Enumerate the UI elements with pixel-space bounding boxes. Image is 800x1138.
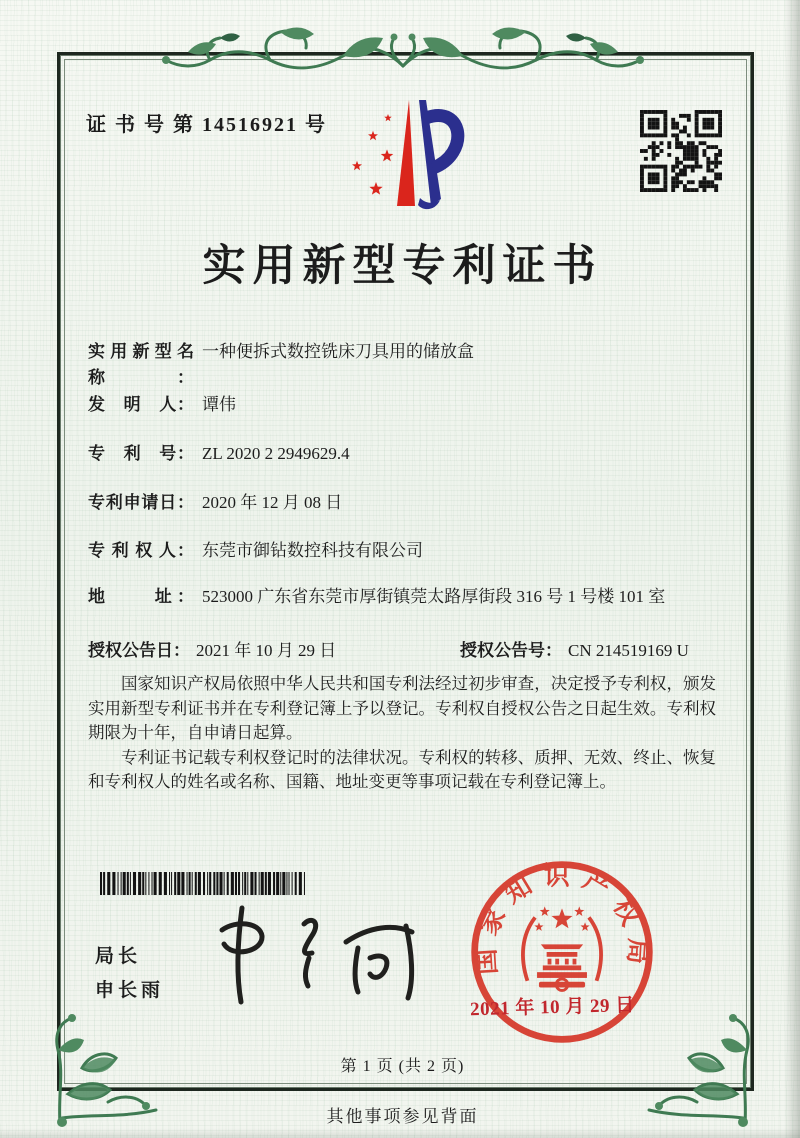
field-label: 发 明 人： [88,395,194,414]
field-row-patentee [88,538,718,564]
field-value: 523000 广东省东莞市厚街镇莞太路厚街段 316 号 1 号楼 101 室 [202,587,666,606]
qr-code [640,110,722,192]
grant-date-label: 授权公告日： [88,641,190,660]
field-label: 专 利 权 人： [88,541,194,560]
field-row-patent-no [88,441,718,467]
field-label: 专 利 号： [88,444,194,463]
field-row-grant [88,638,748,664]
certificate-title: 实用新型专利证书 [202,243,603,290]
field-label: 实用新型名称： [88,342,194,387]
signer-title: 局长 [95,946,142,967]
field-value: 一种便拆式数控铣床刀具用的储放盒 [202,342,474,361]
field-value: ZL 2020 2 2949629.4 [202,444,350,463]
cnipa-logo-icon [336,96,468,214]
page-number: 第 1 页 (共 2 页) [340,1058,465,1075]
seal-date: 2021 年 10 月 29 日 [469,994,636,1021]
legal-paragraph: 国家知识产权局依照中华人民共和国专利法经过初步审查，决定授予专利权，颁发实用新型专利证书并在专利登记簿上予以登记。专利权自授权公告之日起生效。专利权期限为十年，自申请日起算。 [88,674,716,742]
grant-date-value: 2021 年 10 月 29 日 [196,641,337,660]
field-label: 专利申请日： [88,493,194,512]
field-row-utility-name [88,339,718,391]
commissioner-signature [212,898,422,1008]
grant-no-label: 授权公告号： [460,641,562,660]
field-row-address [88,584,718,610]
signer-block [95,940,164,1008]
signer-name: 申长雨 [95,980,165,1001]
barcode [100,872,306,895]
field-value: 2020 年 12 月 08 日 [202,493,343,512]
field-value: 谭伟 [202,395,236,414]
legal-paragraph: 专利证书记载专利权登记时的法律状况。专利权的转移、质押、无效、终止、恢复和专利权人的姓名或名称、国籍、地址变更等事项记载在专利登记簿上。 [88,747,716,791]
grant-no-value: CN 214519169 U [568,641,689,660]
field-label: 地 址： [88,587,194,606]
field-row-inventor [88,392,718,418]
national-emblem-icon [523,906,601,990]
legal-text-block [88,672,716,795]
field-row-filing-date [88,490,718,516]
certificate-number: 证 书 号 第 14516921 号 [86,114,327,136]
back-side-note: 其他事项参见背面 [326,1107,479,1126]
grant-no-pair [460,638,689,664]
field-value: 东莞市御钻数控科技有限公司 [202,541,423,560]
top-flourish-ornament [158,8,648,100]
seal-text: 国家知识产权局 [470,861,654,976]
